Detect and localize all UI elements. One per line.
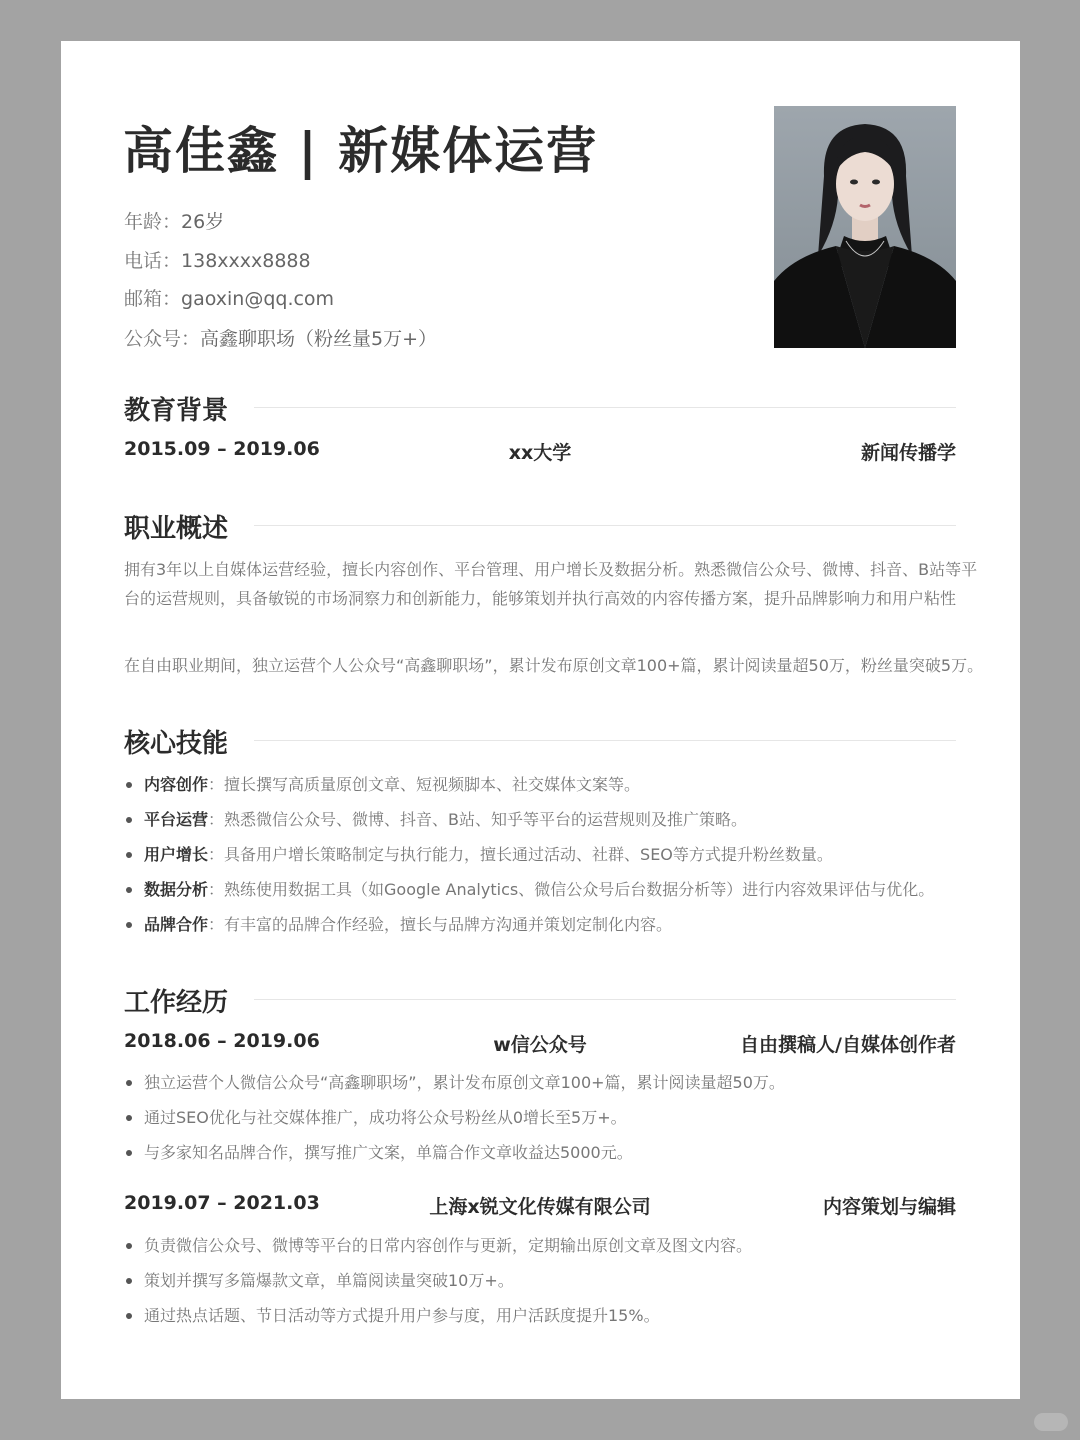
bullet-dot: [126, 782, 132, 788]
skill-key: 用户增长: [144, 845, 209, 864]
job-company: 上海x锐文化传媒有限公司: [429, 1196, 651, 1218]
section-divider: [254, 407, 956, 408]
bullet-dot: [126, 922, 132, 928]
education-row: [124, 438, 956, 466]
skill-key: 品牌合作: [144, 915, 209, 934]
info-wechat-value: 高鑫聊职场（粉丝量5万+）: [200, 328, 438, 350]
bullet-dot: [126, 1150, 132, 1156]
job-row-1: [124, 1030, 956, 1058]
skill-key: 平台运营: [144, 810, 209, 829]
job-point-text: 与多家知名品牌合作，撰写推广文案，单篇合作文章收益达5000元。: [144, 1143, 633, 1162]
skill-separator: ：: [208, 880, 225, 899]
job-point: [124, 1270, 984, 1305]
job-1-points: [124, 1072, 984, 1177]
job-role: 内容策划与编辑: [822, 1196, 956, 1218]
job-point: [124, 1235, 984, 1270]
job-role: 自由撰稿人/自媒体创作者: [740, 1034, 956, 1056]
resume-title: 高佳鑫 | 新媒体运营: [123, 122, 599, 180]
portrait-illustration: [774, 106, 956, 348]
job-point: [124, 1072, 984, 1107]
skill-text: 擅长撰写高质量原创文章、短视频脚本、社交媒体文案等。: [224, 775, 641, 794]
info-wechat-account: [124, 324, 437, 351]
section-title-skills: 核心技能: [124, 729, 229, 759]
job-point-text: 通过热点话题、节日活动等方式提升用户参与度，用户活跃度提升15%。: [144, 1306, 660, 1325]
skill-key: 内容创作: [144, 775, 209, 794]
info-age-label: 年龄：: [124, 211, 182, 233]
section-divider: [254, 740, 956, 741]
section-title-summary: 职业概述: [124, 514, 229, 544]
job-row-2: [124, 1192, 956, 1220]
bullet-dot: [126, 1243, 132, 1249]
skill-separator: ：: [208, 845, 225, 864]
job-point: [124, 1107, 984, 1142]
watermark-badge: [1034, 1413, 1068, 1431]
section-title-work: 工作经历: [124, 988, 229, 1018]
job-period: 2019.07 – 2021.03: [124, 1192, 320, 1214]
bullet-dot: [126, 887, 132, 893]
job-2-points: [124, 1235, 984, 1340]
bullet-dot: [126, 817, 132, 823]
info-email-label: 邮箱：: [124, 288, 182, 310]
summary-paragraph-2: 在自由职业期间，独立运营个人公众号“高鑫聊职场”，累计发布原创文章100+篇，累计阅读量超50万，粉丝量突破5万。: [124, 656, 984, 675]
job-company: w信公众号: [493, 1034, 587, 1056]
info-email-value: gaoxin@qq.com: [181, 288, 335, 310]
job-point: [124, 1305, 984, 1340]
job-point-text: 策划并撰写多篇爆款文章，单篇阅读量突破10万+。: [144, 1271, 514, 1290]
education-period: 2015.09 – 2019.06: [124, 438, 320, 460]
bullet-dot: [126, 1080, 132, 1086]
section-title-education: 教育背景: [124, 396, 229, 426]
job-period: 2018.06 – 2019.06: [124, 1030, 320, 1052]
info-email: [124, 284, 334, 311]
bullet-dot: [126, 1115, 132, 1121]
skill-item: [124, 844, 984, 879]
skill-text: 具备用户增长策略制定与执行能力，擅长通过活动、社群、SEO等方式提升粉丝数量。: [224, 845, 833, 864]
info-age-value: 26岁: [181, 211, 225, 233]
job-point: [124, 1142, 984, 1177]
info-phone-value: 138xxxx8888: [181, 250, 311, 272]
skill-item: [124, 809, 984, 844]
skill-separator: ：: [208, 915, 225, 934]
skill-item: [124, 914, 984, 949]
job-point-text: 通过SEO优化与社交媒体推广，成功将公众号粉丝从0增长至5万+。: [144, 1108, 627, 1127]
info-phone-label: 电话：: [124, 250, 182, 272]
info-wechat-label: 公众号：: [124, 328, 201, 350]
section-divider: [254, 525, 956, 526]
education-major: 新闻传播学: [860, 442, 956, 464]
bullet-dot: [126, 852, 132, 858]
bullet-dot: [126, 1313, 132, 1319]
summary-paragraph-1: 拥有3年以上自媒体运营经验，擅长内容创作、平台管理、用户增长及数据分析。熟悉微信公众号、微博、抖音、B站等平台的运营规则，具备敏锐的市场洞察力和创新能力，能够策划并执行高效的内容传播方案，提升品牌影响力和用户粘性: [124, 560, 978, 608]
skill-text: 熟练使用数据工具（如Google Analytics、微信公众号后台数据分析等）进行内容效果评估与优化。: [224, 880, 935, 899]
bullet-dot: [126, 1278, 132, 1284]
skills-list: [124, 774, 984, 949]
skill-item: [124, 774, 984, 809]
skill-separator: ：: [208, 810, 225, 829]
skill-item: [124, 879, 984, 914]
job-point-text: 负责微信公众号、微博等平台的日常内容创作与更新，定期输出原创文章及图文内容。: [144, 1236, 753, 1255]
resume-page: [61, 41, 1020, 1399]
education-school: xx大学: [508, 442, 572, 464]
profile-photo: [774, 106, 956, 348]
info-age: [124, 207, 224, 234]
skill-key: 数据分析: [144, 880, 209, 899]
info-phone: [124, 246, 311, 273]
skill-separator: ：: [208, 775, 225, 794]
job-point-text: 独立运营个人微信公众号“高鑫聊职场”，累计发布原创文章100+篇，累计阅读量超50万。: [144, 1073, 785, 1092]
section-divider: [254, 999, 956, 1000]
skill-text: 熟悉微信公众号、微博、抖音、B站、知乎等平台的运营规则及推广策略。: [224, 810, 748, 829]
skill-text: 有丰富的品牌合作经验，擅长与品牌方沟通并策划定制化内容。: [224, 915, 673, 934]
